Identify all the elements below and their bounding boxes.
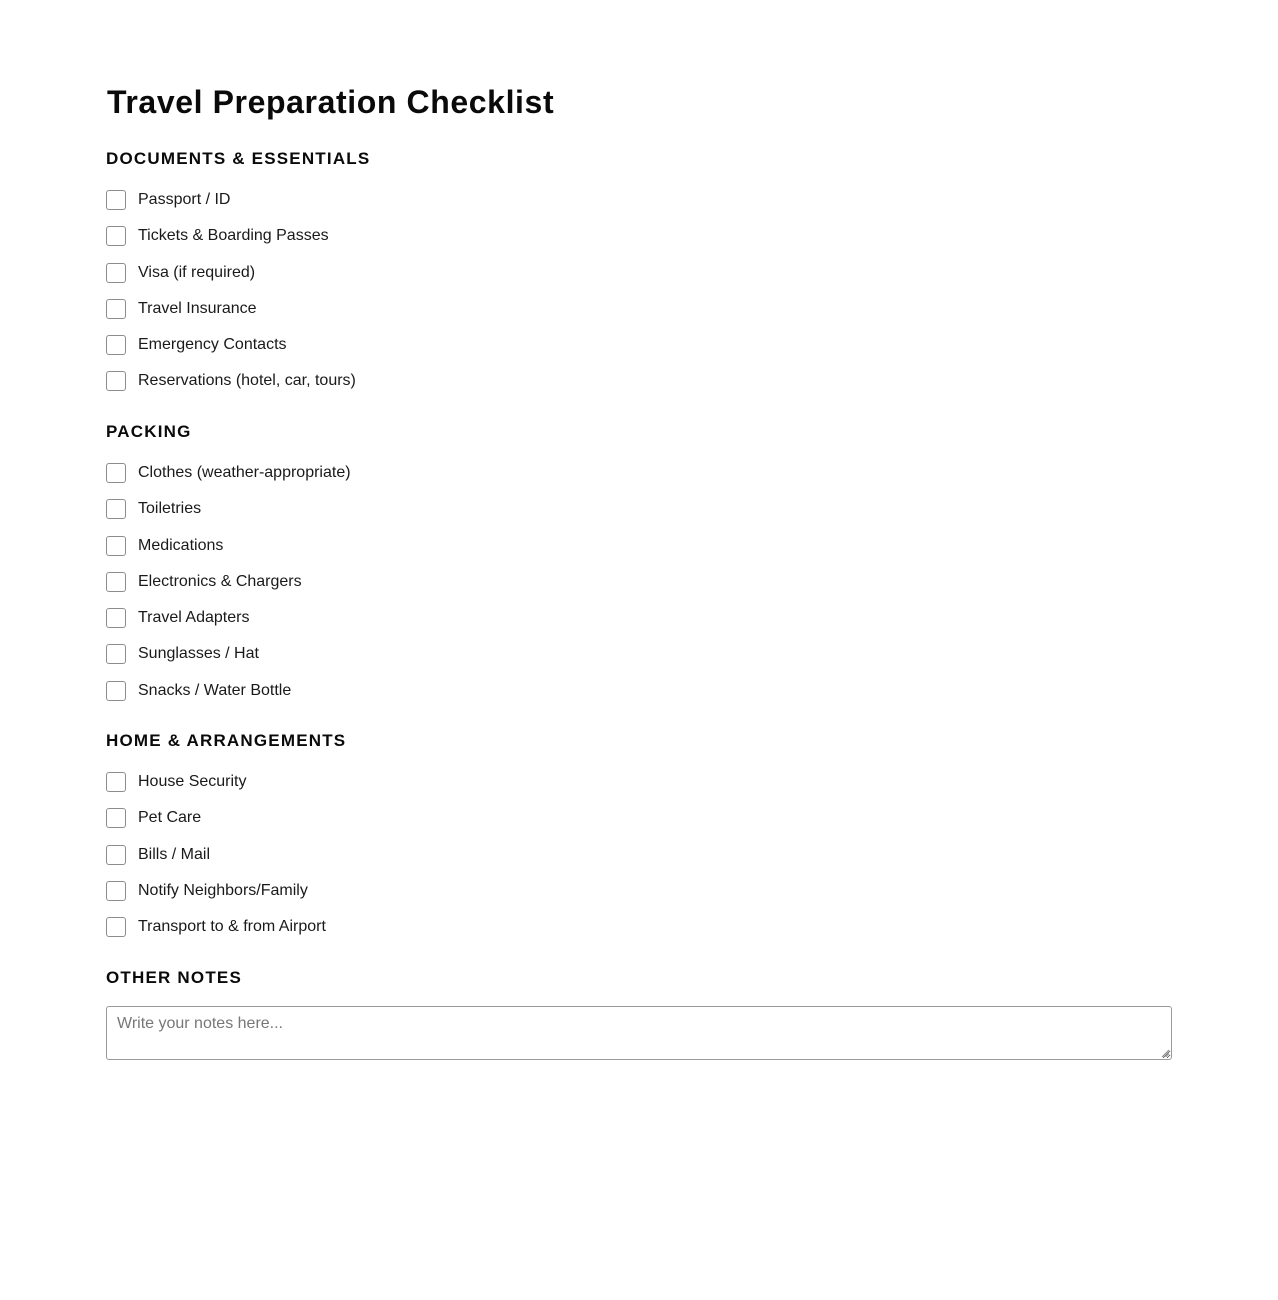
checklist-item-label[interactable]: Electronics & Chargers bbox=[138, 572, 302, 590]
checklist-item-label[interactable]: Notify Neighbors/Family bbox=[138, 881, 308, 899]
checklist-item-label[interactable]: Snacks / Water Bottle bbox=[138, 681, 292, 699]
checklist-item-label[interactable]: Pet Care bbox=[138, 809, 202, 827]
checklist-item-label[interactable]: Medications bbox=[138, 536, 224, 554]
checklist-item-label[interactable]: House Security bbox=[138, 773, 247, 790]
checklist-item-label[interactable]: Reservations (hotel, car, tours) bbox=[138, 372, 356, 390]
checklist-item-label[interactable]: Emergency Contacts bbox=[138, 336, 287, 354]
checkbox[interactable] bbox=[106, 572, 126, 592]
checklist-item[interactable] bbox=[106, 190, 1172, 210]
checklist-item[interactable] bbox=[106, 644, 1172, 664]
checklist-item[interactable] bbox=[106, 371, 1172, 391]
checklist-item[interactable] bbox=[106, 572, 1172, 592]
section-heading: OTHER NOTES bbox=[106, 968, 242, 987]
checklist-item-label[interactable]: Toiletries bbox=[138, 500, 202, 518]
section-other-notes bbox=[106, 967, 1172, 1060]
checkbox[interactable] bbox=[106, 608, 126, 628]
checkbox[interactable] bbox=[106, 499, 126, 519]
checklist-item-label[interactable]: Tickets & Boarding Passes bbox=[138, 227, 329, 245]
notes-textarea[interactable] bbox=[106, 1006, 1172, 1060]
checkbox[interactable] bbox=[106, 772, 126, 792]
section-heading: HOME & ARRANGEMENTS bbox=[106, 731, 347, 750]
checklist-item-label[interactable]: Bills / Mail bbox=[138, 845, 211, 863]
checkbox[interactable] bbox=[106, 226, 126, 246]
checklist-item[interactable] bbox=[106, 881, 1172, 901]
checklist-item-label[interactable]: Travel Adapters bbox=[138, 609, 250, 627]
checklist-item[interactable] bbox=[106, 845, 1172, 865]
checklist-item[interactable] bbox=[106, 263, 1172, 283]
checklist-items bbox=[106, 772, 1172, 937]
checkbox[interactable] bbox=[106, 190, 126, 210]
checkbox[interactable] bbox=[106, 644, 126, 664]
checkbox[interactable] bbox=[106, 335, 126, 355]
checklist-item[interactable] bbox=[106, 772, 1172, 792]
checklist-item[interactable] bbox=[106, 808, 1172, 828]
checklist-item[interactable] bbox=[106, 536, 1172, 556]
checklist-item[interactable] bbox=[106, 335, 1172, 355]
checklist-item[interactable] bbox=[106, 226, 1172, 246]
checklist-item-label[interactable]: Transport to & from Airport bbox=[138, 918, 326, 936]
checkbox[interactable] bbox=[106, 536, 126, 556]
checkbox[interactable] bbox=[106, 917, 126, 937]
checkbox[interactable] bbox=[106, 845, 126, 865]
checklist-item-label[interactable]: Travel Insurance bbox=[138, 299, 257, 317]
checklist-item[interactable] bbox=[106, 463, 1172, 483]
checklist-item[interactable] bbox=[106, 608, 1172, 628]
section-documents-essentials bbox=[106, 148, 1172, 408]
checklist-item[interactable] bbox=[106, 299, 1172, 319]
checklist-item[interactable] bbox=[106, 499, 1172, 519]
section-packing bbox=[106, 421, 1172, 717]
checklist-item-label[interactable]: Passport / ID bbox=[138, 191, 231, 208]
checkbox[interactable] bbox=[106, 881, 126, 901]
section-heading: DOCUMENTS & ESSENTIALS bbox=[106, 149, 371, 168]
checkbox[interactable] bbox=[106, 681, 126, 701]
checklist-items bbox=[106, 190, 1172, 391]
checklist-item[interactable] bbox=[106, 917, 1172, 937]
checkbox[interactable] bbox=[106, 371, 126, 391]
checkbox[interactable] bbox=[106, 263, 126, 283]
section-home-arrangements bbox=[106, 730, 1172, 953]
checkbox[interactable] bbox=[106, 463, 126, 483]
checklist-item-label[interactable]: Sunglasses / Hat bbox=[138, 645, 259, 663]
checklist-item-label[interactable]: Visa (if required) bbox=[138, 263, 256, 281]
checklist-item-label[interactable]: Clothes (weather-appropriate) bbox=[138, 464, 351, 481]
page-title: Travel Preparation Checklist bbox=[107, 84, 555, 120]
notes-container bbox=[106, 1006, 1172, 1060]
checkbox[interactable] bbox=[106, 808, 126, 828]
checkbox[interactable] bbox=[106, 299, 126, 319]
checklist-items bbox=[106, 463, 1172, 701]
checklist-item[interactable] bbox=[106, 681, 1172, 701]
section-heading: PACKING bbox=[106, 422, 192, 441]
